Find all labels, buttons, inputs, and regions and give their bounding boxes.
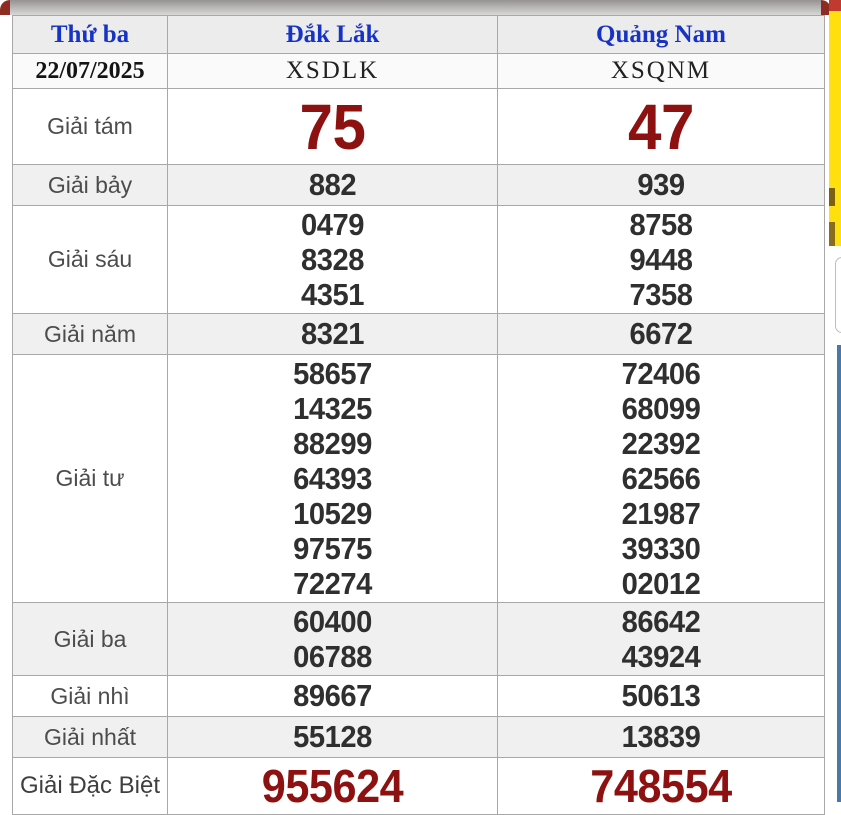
numbers-quang-nam xyxy=(498,676,825,717)
station-code-xsdlk-cell: XSDLK xyxy=(168,54,498,89)
prize-row xyxy=(13,717,825,758)
prize-number: 10529 xyxy=(293,496,372,531)
prize-label: Giải nhì xyxy=(13,676,168,717)
prize-number: 72274 xyxy=(293,566,372,601)
prize-row xyxy=(13,89,825,165)
prize-number: 06788 xyxy=(293,639,372,674)
prize-row xyxy=(13,165,825,206)
top-red-cap xyxy=(0,0,831,15)
prize-number: 6672 xyxy=(629,316,693,351)
weekday-cell: Thứ ba xyxy=(13,16,168,54)
prize-number: 47 xyxy=(628,90,694,163)
prize-number: 72406 xyxy=(621,356,701,391)
table-header-row xyxy=(13,16,825,54)
results-table-body xyxy=(13,16,825,815)
numbers-quang-nam xyxy=(498,603,825,676)
numbers-quang-nam xyxy=(498,717,825,758)
prize-number: 88299 xyxy=(293,426,372,461)
right-box-fragment xyxy=(835,257,841,333)
prize-number: 60400 xyxy=(293,604,372,639)
prize-number: 50613 xyxy=(621,678,701,713)
station-quang-nam-cell: Quảng Nam xyxy=(498,16,825,54)
numbers-dak-lak xyxy=(168,603,498,676)
prize-number: 02012 xyxy=(621,566,701,601)
prize-row xyxy=(13,758,825,815)
prize-row xyxy=(13,314,825,355)
right-blue-border-fragment xyxy=(837,345,841,802)
top-gray-bar xyxy=(10,0,821,15)
prize-number: 22392 xyxy=(621,426,701,461)
prize-number: 8758 xyxy=(629,207,693,242)
numbers-dak-lak xyxy=(168,314,498,355)
prize-number: 7358 xyxy=(629,277,693,312)
prize-number: 13839 xyxy=(621,719,701,754)
numbers-dak-lak xyxy=(168,717,498,758)
prize-label: Giải năm xyxy=(13,314,168,355)
prize-number: 8321 xyxy=(301,316,364,351)
draw-date-cell: 22/07/2025 xyxy=(13,54,168,89)
lottery-results-table xyxy=(12,15,825,815)
station-dak-lak-cell: Đắk Lắk xyxy=(168,16,498,54)
numbers-quang-nam xyxy=(498,89,825,165)
prize-number: 21987 xyxy=(621,496,701,531)
prize-row xyxy=(13,603,825,676)
prize-label: Giải tám xyxy=(13,89,168,165)
prize-number: 58657 xyxy=(293,356,372,391)
prize-number: 39330 xyxy=(621,531,701,566)
table-subheader-row xyxy=(13,54,825,89)
prize-number: 89667 xyxy=(293,678,372,713)
prize-number: 14325 xyxy=(293,391,372,426)
prize-label: Giải ba xyxy=(13,603,168,676)
numbers-dak-lak xyxy=(168,676,498,717)
prize-number: 9448 xyxy=(629,242,693,277)
prize-row xyxy=(13,206,825,314)
prize-number: 0479 xyxy=(301,207,364,242)
prize-label: Giải sáu xyxy=(13,206,168,314)
prize-number: 55128 xyxy=(293,719,372,754)
prize-row xyxy=(13,676,825,717)
numbers-quang-nam xyxy=(498,758,825,815)
prize-row xyxy=(13,355,825,603)
right-banner-mark xyxy=(829,188,835,206)
numbers-dak-lak xyxy=(168,89,498,165)
prize-number: 882 xyxy=(308,167,357,202)
numbers-quang-nam xyxy=(498,314,825,355)
numbers-dak-lak xyxy=(168,206,498,314)
prize-number: 4351 xyxy=(301,277,364,312)
prize-number: 97575 xyxy=(293,531,372,566)
numbers-dak-lak xyxy=(168,758,498,815)
right-banner-mark xyxy=(829,222,835,246)
numbers-quang-nam xyxy=(498,165,825,206)
prize-number: 75 xyxy=(299,90,366,163)
prize-label: Giải Đặc Biệt xyxy=(13,758,168,815)
prize-number: 939 xyxy=(637,167,685,202)
prize-number: 62566 xyxy=(621,461,701,496)
station-code-xsqnm-cell: XSQNM xyxy=(498,54,825,89)
numbers-quang-nam xyxy=(498,355,825,603)
numbers-dak-lak xyxy=(168,165,498,206)
prize-number: 955624 xyxy=(261,759,404,812)
prize-number: 68099 xyxy=(621,391,701,426)
prize-number: 748554 xyxy=(590,759,732,812)
prize-number: 8328 xyxy=(301,242,364,277)
prize-number: 64393 xyxy=(293,461,372,496)
prize-number: 43924 xyxy=(621,639,701,674)
right-banner-fragment xyxy=(829,0,841,246)
prize-label: Giải tư xyxy=(13,355,168,603)
prize-label: Giải nhất xyxy=(13,717,168,758)
prize-label: Giải bảy xyxy=(13,165,168,206)
right-banner-red-top xyxy=(829,0,841,11)
numbers-dak-lak xyxy=(168,355,498,603)
numbers-quang-nam xyxy=(498,206,825,314)
prize-number: 86642 xyxy=(621,604,701,639)
